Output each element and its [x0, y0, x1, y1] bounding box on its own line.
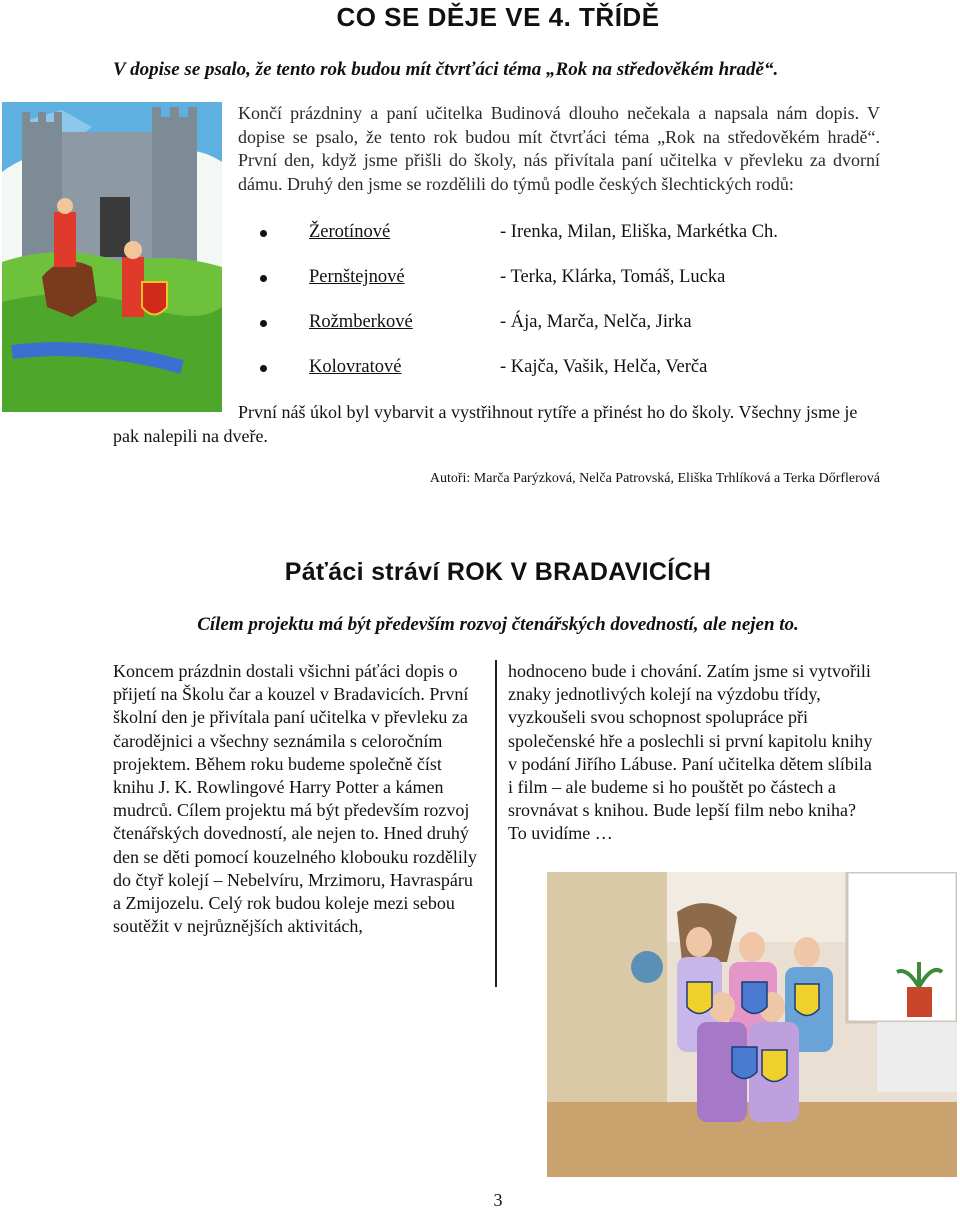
page-number: 3 — [493, 1190, 503, 1210]
section1-subtitle: V dopise se psalo, že tento rok budou mít čtvrťáci téma „Rok na středověkém hradě“. — [113, 59, 779, 80]
section1-title: CO SE DĚJE VE 4. TŘÍDĚ — [336, 2, 660, 32]
classroom-photo-image — [547, 872, 957, 1177]
list-item — [260, 267, 900, 312]
list-item — [260, 222, 900, 267]
bullet-icon — [260, 320, 267, 327]
list-item — [260, 357, 900, 402]
section1-task-paragraph: První náš úkol byl vybarvit a vystřihnout rytíře a přinést ho do školy. Všechny jsme je pak nalepili na dveře. — [113, 402, 858, 446]
family-name: Pernštejnové — [309, 267, 405, 287]
section2-left-column: Koncem prázdnin dostali všichni páťáci dopis o přijetí na Školu čar a kouzel v Bradavicích. První školní den je přivítala paní učitelka v převleku za čarodějnici a všechny seznámila s celoročním projektem. Během roku budeme společně číst knihu J. K. Rowlingové Harry Potter a kámen mudrců. Cílem projektu má být především rozvoj čtenářských dovedností, ale nejen to. Hned druhý den se děti pomocí kouzelného klobouku rozdělily do čtyř kolejí – Nebelvíru, Mrzimoru, Havraspáru a Zmijozelu. Celý rok budou koleje mezi sebou soutěžit v nejrůznějších aktivitách, — [113, 661, 477, 937]
family-name: Rožmberkové — [309, 312, 413, 332]
list-item — [260, 312, 900, 357]
section1-paragraph — [238, 102, 880, 196]
family-members: - Terka, Klárka, Tomáš, Lucka — [500, 267, 726, 287]
family-members: - Kajča, Vašik, Helča, Verča — [500, 357, 708, 377]
family-members: - Ája, Marča, Nelča, Jirka — [500, 312, 692, 332]
bullet-icon — [260, 275, 267, 282]
family-name: Kolovratové — [309, 357, 402, 377]
section1-paragraph-text: Končí prázdniny a paní učitelka Budinová dlouho nečekala a napsala nám dopis. V dopise se psalo, že tento rok budou mít čtvrťáci téma „Rok na středověkém hradě“. První den, když jsme přišli do školy, nás přivítala paní učitelka v převleku za dvorní dámu. Druhý den jsme se rozdělili do týmů podle českých šlechtických rodů: — [238, 103, 880, 194]
section2-right-column: hodnoceno bude i chování. Zatím jsme si vytvořili znaky jednotlivých kolejí na výzdobu třídy, vyzkoušeli svou schopnost spolupráce při společenské hře a poslechli si první kapitolu knihy v podání Jiřího Lábuse. Paní učitelka dětem slíbila i film – ale budeme si ho pouštět po částech a srovnávat s knihou. Bude lepší film nebo kniha? To uvidíme … — [508, 661, 873, 844]
family-members: - Irenka, Milan, Eliška, Markétka Ch. — [500, 222, 778, 242]
section2-title: Páťáci stráví ROK V BRADAVICÍCH — [284, 558, 712, 586]
family-name: Žerotínové — [309, 222, 391, 242]
family-list — [260, 222, 900, 402]
bullet-icon — [260, 365, 267, 372]
section1-authors: Autoři: Marča Parýzková, Nelča Patrovská, Eliška Trhlíková a Terka Dőrflerová — [429, 471, 880, 486]
castle-drawing-image — [2, 102, 222, 412]
column-divider — [495, 660, 497, 987]
section2-lead: Cílem projektu má být především rozvoj čtenářských dovedností, ale nejen to. — [197, 614, 799, 635]
bullet-icon — [260, 230, 267, 237]
